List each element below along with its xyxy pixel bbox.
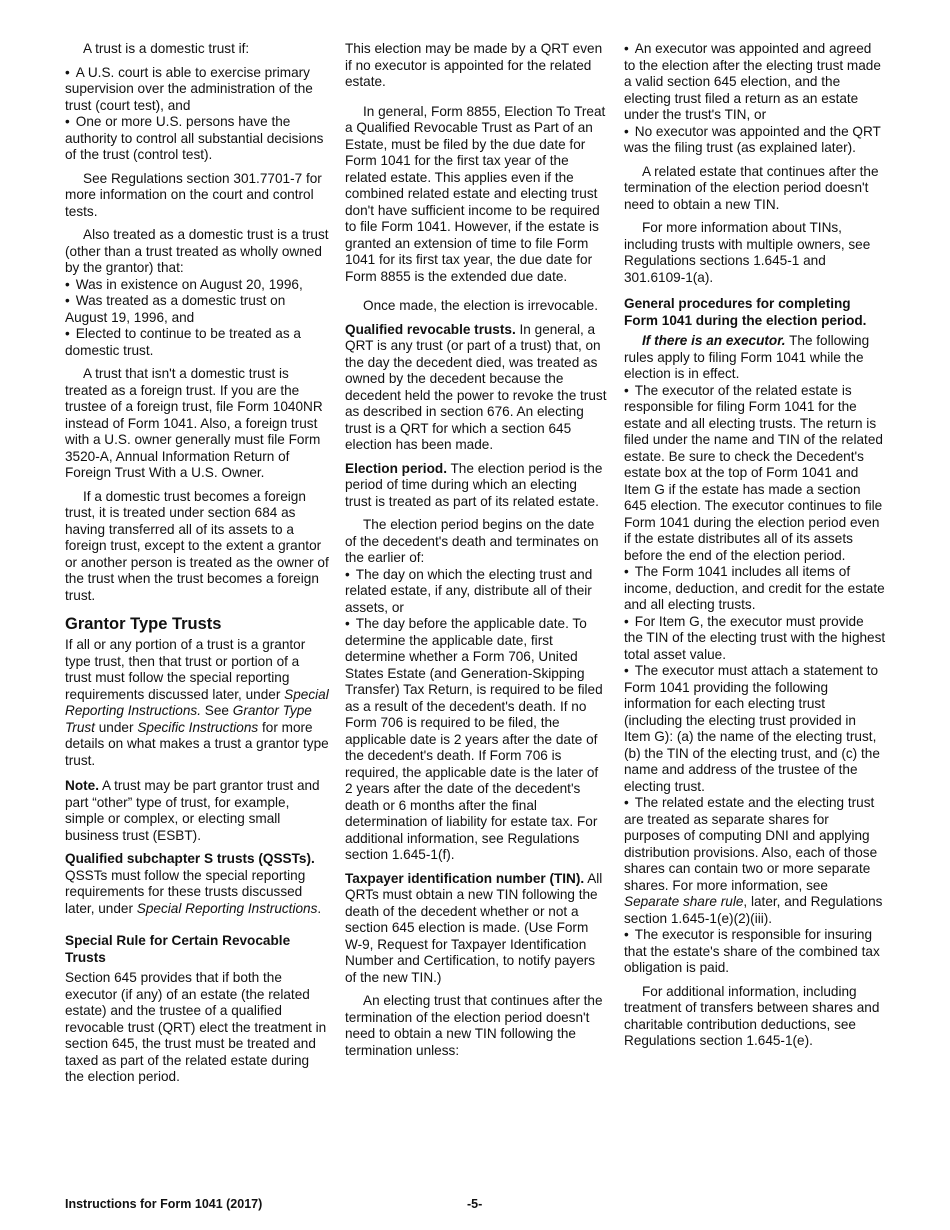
bullet-no-executor: • No executor was appointed and the QRT was the filing trust (as explained later).: [624, 124, 886, 157]
tin-paragraph: Taxpayer identification number (TIN). All QRTs must obtain a new TIN following the death of the decedent whether or not a section 645 election is made. (Use Form W-9, Request for Taxpayer Identification Number and Certification, to notify payers of the new TIN.): [345, 870, 603, 985]
separate-share-rule-ref: Separate share rule: [624, 894, 744, 909]
more-info-tins-paragraph: For more information about TINs, including trusts with multiple owners, see Regulations sections 1.645-1 and 301.6109-1(a).: [624, 220, 871, 285]
form-8855-paragraph: In general, Form 8855, Election To Treat a Qualified Revocable Trust as Part of an Estate, must be filed by the due date for Form 1041 for the first tax year of the related estate. This applies even if the combined related estate and electing trust don't have sufficient income to be required to file Form 1041. However, if the estate is granted an extension of time to file Form 1041 for its first tax year, the due date for Form 8855 is the extended due date.: [345, 103, 606, 284]
election-period-heading: Election period.: [345, 460, 447, 476]
related-estate-paragraph: A related estate that continues after the termination of the election period doesn't need to obtain a new TIN.: [624, 163, 879, 212]
tin-continues-paragraph: An electing trust that continues after the termination of the election period doesn't need to obtain a new TIN following the termination unless:: [345, 993, 603, 1058]
executor-heading: If there is an executor.: [642, 333, 786, 348]
special-reporting-ref: Special Reporting Instructions.: [65, 686, 329, 718]
specific-instructions-ref: Specific Instructions: [137, 719, 259, 735]
footer-form-title: Instructions for Form 1041 (2017): [65, 1197, 263, 1211]
see-regs-paragraph: See Regulations section 301.7701-7 for more information on the court and control tests.: [65, 170, 322, 219]
qsst-paragraph: Qualified subchapter S trusts (QSSTs). QSSTs must follow the special reporting requirements for these trusts discussed later, under Special Reporting Instructions.: [65, 851, 322, 916]
bullet-executor-responsible: • The executor of the related estate is responsible for filing Form 1041 for the estate and all electing trusts. The return is filed under the name and TIN of the related estate. Be sure to check the Decedent's estate box at the top of Form 1041 and Item G if the estate has made a section 645 election. The executor continues to file Form 1041 during the election period even if the estate distributes all of its assets before the end of the election period.: [624, 383, 886, 565]
bullet-attach-statement: • The executor must attach a statement to Form 1041 providing the following information for each electing trust (including the electing trust provided in Item G): (a) the name of the electing trust, (b) the TIN of the electing trust, and (c) the name and address of the trustee of the electing trust.: [624, 663, 886, 795]
grantor-type-trusts-heading: Grantor Type Trusts: [65, 615, 222, 633]
bullet-tax-obligation: • The executor is responsible for insuring that the estate's share of the combined tax obligation is paid.: [624, 927, 886, 977]
bullet-existence: • Was in existence on August 20, 1996,: [65, 277, 329, 294]
bullet-separate-shares: • The related estate and the electing trust are treated as separate shares for purposes of computing DNI and applying distribution provisions. Also, each of those shares can contain two or more separate shares. For more information, see Separate share rule, later, and Regulations section 1.645-1(e)(2)(iii).: [624, 795, 886, 927]
general-procedures-heading: General procedures for completing Form 1041 during the election period.: [624, 296, 867, 328]
grantor-paragraph: If all or any portion of a trust is a grantor type trust, then that trust or portion of a trust must follow the special reporting requirements discussed later, under Special Reporting Instructions. See Grantor Type Trust under Specific Instructions for more details on what makes a trust a grantor type trust.: [65, 637, 329, 768]
election-period-paragraph: Election period. The election period is the period of time during which an electing trust is treated as part of its related estate.: [345, 460, 603, 509]
additional-info-paragraph: For additional information, including treatment of transfers between shares and charitable contribution deductions, see Regulations section 1.645-1(e).: [624, 983, 880, 1048]
election-qrt-paragraph: This election may be made by a QRT even if no executor is appointed for the related estate.: [345, 41, 603, 89]
bullet-court-test: • A U.S. court is able to exercise primary supervision over the administration of the trust (court test), and: [65, 65, 329, 115]
qrt-heading: Qualified revocable trusts.: [345, 321, 516, 337]
bullet-control-test: • One or more U.S. persons have the authority to control all substantial decisions of the trust (control test).: [65, 114, 329, 164]
column-1: [65, 41, 329, 1093]
column-2: [345, 41, 607, 1066]
grantor-type-trust-ref: Grantor Type Trust: [65, 703, 312, 735]
note-paragraph: Note. A trust may be part grantor trust and part “other” type of trust, for example, simple or complex, or electing small business trust (ESBT).: [65, 778, 320, 843]
page-number: -5-: [467, 1197, 483, 1211]
period-begins-paragraph: The election period begins on the date of the decedent's death and terminates on the earlier of:: [345, 517, 599, 565]
bullet-treated-domestic: • Was treated as a domestic trust on August 19, 1996, and: [65, 293, 329, 326]
foreign-trust-paragraph: A trust that isn't a domestic trust is treated as a foreign trust. If you are the trustee of a foreign trust, file Form 1040NR instead of Form 1041. Also, a foreign trust with a U.S. owner generally must file Form 3520-A, Annual Information Return of Foreign Trust With a U.S. Owner.: [65, 366, 323, 480]
bullet-applicable-date: • The day before the applicable date. To determine the applicable date, first determine whether a Form 706, United States Estate (and Generation-Skipping Transfer) Tax Return, is required to be filed as a result of the decedent's death. If no Form 706 is required to be filed, the applicable date is 2 years after the date of the decedent's death. If Form 706 is required, the applicable date is the later of 2 years after the date of the decedent's death or 6 months after the final determination of liability for estate tax. For additional information, see Regulations section 1.645-1(f).: [345, 616, 607, 864]
qrt-paragraph: Qualified revocable trusts. In general, a QRT is any trust (or part of a trust) that, on the day the decedent died, was treated as owned by the decedent because the decedent held the power to revoke the trust as described in section 676. An electing trust is a QRT for which a section 645 election has been made.: [345, 321, 607, 452]
bullet-elected: • Elected to continue to be treated as a domestic trust.: [65, 326, 329, 359]
bullet-form-includes: • The Form 1041 includes all items of income, deduction, and credit for the estate and all electing trusts.: [624, 564, 886, 614]
bullet-distribute-assets: • The day on which the electing trust and related estate, if any, distribute all of their assets, or: [345, 567, 607, 617]
bullet-executor-appointed: • An executor was appointed and agreed to the election after the electing trust made a valid section 645 election, and the electing trust filed a return as an estate under the trust's TIN, or: [624, 41, 886, 124]
column-3: [624, 41, 886, 1057]
becomes-foreign-paragraph: If a domestic trust becomes a foreign trust, it is treated under section 684 as having transferred all of its assets to a foreign trust, except to the extent a grantor or another person is treated as the owner of the trust when the trust becomes a foreign trust.: [65, 488, 329, 603]
bullet-item-g: • For Item G, the executor must provide the TIN of the electing trust with the highest total asset value.: [624, 614, 886, 664]
special-rule-paragraph: Section 645 provides that if both the executor (if any) of an estate (the related estate) and the trustee of a qualified revocable trust (QRT) elect the treatment in section 645, the trust must be treated and taxed as part of the related estate during the election period.: [65, 970, 327, 1084]
special-rule-heading: Special Rule for Certain Revocable Trusts: [65, 933, 291, 965]
executor-paragraph: If there is an executor. The following rules apply to filing Form 1041 while the election is in effect.: [624, 333, 870, 381]
qsst-heading: Qualified subchapter S trusts (QSSTs).: [65, 851, 315, 866]
domestic-intro: A trust is a domestic trust if:: [83, 41, 250, 56]
note-label: Note.: [65, 778, 99, 793]
irrevocable-paragraph: Once made, the election is irrevocable.: [363, 298, 598, 313]
tin-heading: Taxpayer identification number (TIN).: [345, 870, 585, 886]
also-treated-paragraph: Also treated as a domestic trust is a trust (other than a trust treated as wholly owned by the grantor) that:: [65, 227, 329, 275]
qsst-special-reporting-ref: Special Reporting Instructions: [136, 900, 318, 916]
